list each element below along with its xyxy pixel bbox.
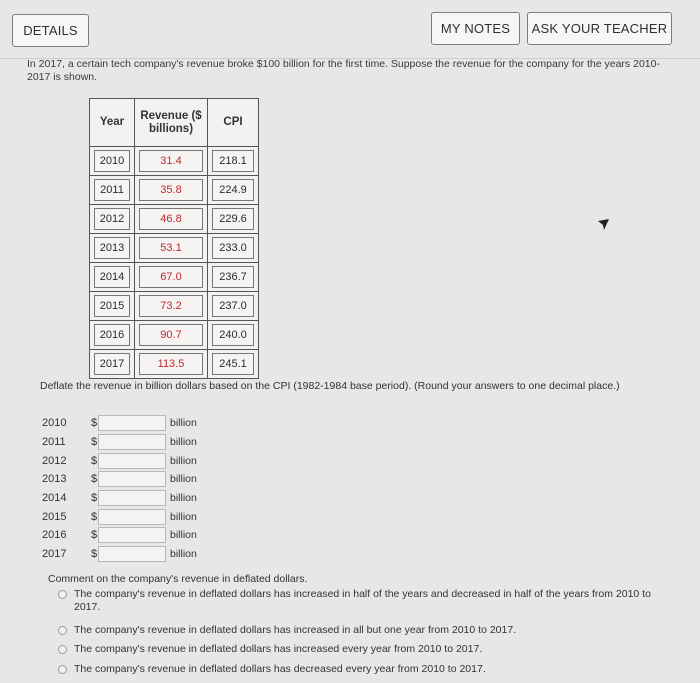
cell-year-value: 2011	[94, 179, 130, 201]
cell-cpi	[208, 292, 259, 321]
table-row	[90, 321, 259, 350]
cell-cpi-value: 233.0	[212, 237, 254, 259]
answer-input-2010[interactable]	[98, 415, 166, 431]
table-row	[90, 205, 259, 234]
cell-revenue	[135, 205, 208, 234]
option-text: The company's revenue in deflated dollars has decreased every year from 2010 to 2017.	[74, 663, 486, 675]
radio-button[interactable]	[58, 626, 67, 635]
cell-revenue-value: 53.1	[139, 237, 203, 259]
revenue-table	[89, 98, 259, 379]
cell-revenue-value: 113.5	[139, 353, 203, 375]
cell-year	[90, 205, 135, 234]
answer-year: 2017	[42, 548, 67, 560]
answer-row	[42, 471, 262, 489]
answer-input-2013[interactable]	[98, 471, 166, 487]
option-text: The company's revenue in deflated dollars has increased in all but one year from 2010 to 2017.	[74, 624, 517, 636]
unit-label: billion	[170, 529, 197, 541]
cell-year	[90, 321, 135, 350]
cell-year	[90, 234, 135, 263]
answer-row	[42, 527, 262, 545]
header-revenue: Revenue ($ billions)	[135, 99, 208, 147]
answer-input-2016[interactable]	[98, 527, 166, 543]
radio-button[interactable]	[58, 590, 67, 599]
cell-cpi	[208, 205, 259, 234]
cell-revenue	[135, 147, 208, 176]
answer-row	[42, 546, 262, 564]
my-notes-button[interactable]: MY NOTES	[431, 12, 520, 45]
table-row	[90, 176, 259, 205]
table-row	[90, 350, 259, 379]
cell-revenue-value: 90.7	[139, 324, 203, 346]
cell-revenue-value: 73.2	[139, 295, 203, 317]
cell-cpi-value: 218.1	[212, 150, 254, 172]
cell-revenue	[135, 176, 208, 205]
dollar-sign: $	[91, 436, 98, 448]
mouse-cursor-icon	[597, 218, 611, 232]
dollar-sign: $	[91, 548, 98, 560]
answer-year: 2014	[42, 492, 67, 504]
cell-year-value: 2010	[94, 150, 130, 172]
dollar-sign: $	[91, 473, 98, 485]
answer-year: 2013	[42, 473, 67, 485]
cell-year-value: 2017	[94, 353, 130, 375]
unit-label: billion	[170, 455, 197, 467]
dollar-sign: $	[91, 529, 98, 541]
comment-prompt: Comment on the company's revenue in deflated dollars.	[48, 573, 308, 585]
cell-revenue	[135, 321, 208, 350]
deflate-prompt: Deflate the revenue in billion dollars based on the CPI (1982-1984 base period). (Round your answers to one decimal place.)	[40, 380, 620, 392]
header-year: Year	[90, 99, 135, 147]
table-row	[90, 147, 259, 176]
cell-year-value: 2015	[94, 295, 130, 317]
cell-year	[90, 147, 135, 176]
answer-row	[42, 415, 262, 433]
unit-label: billion	[170, 548, 197, 560]
unit-label: billion	[170, 511, 197, 523]
answer-row	[42, 453, 262, 471]
top-bar	[0, 0, 700, 58]
cell-cpi	[208, 176, 259, 205]
unit-label: billion	[170, 417, 197, 429]
cell-cpi-value: 237.0	[212, 295, 254, 317]
dollar-sign: $	[91, 455, 98, 467]
details-button[interactable]: DETAILS	[12, 14, 89, 47]
cell-cpi	[208, 147, 259, 176]
ask-your-teacher-button[interactable]: ASK YOUR TEACHER	[527, 12, 672, 45]
cell-revenue-value: 35.8	[139, 179, 203, 201]
cell-cpi	[208, 321, 259, 350]
answer-year: 2011	[42, 436, 66, 448]
cell-revenue	[135, 350, 208, 379]
cell-revenue-value: 46.8	[139, 208, 203, 230]
answer-year: 2016	[42, 529, 67, 541]
cell-cpi-value: 236.7	[212, 266, 254, 288]
radio-button[interactable]	[58, 665, 67, 674]
dollar-sign: $	[91, 492, 98, 504]
answer-input-2014[interactable]	[98, 490, 166, 506]
cell-revenue-value: 31.4	[139, 150, 203, 172]
unit-label: billion	[170, 473, 197, 485]
cell-year-value: 2016	[94, 324, 130, 346]
answer-row	[42, 509, 262, 527]
answer-input-2012[interactable]	[98, 453, 166, 469]
cell-year-value: 2013	[94, 237, 130, 259]
option-text: The company's revenue in deflated dollars has increased in half of the years and decreased in half of the years from 2010 to 2017.	[74, 588, 651, 613]
cell-revenue	[135, 292, 208, 321]
question-intro: In 2017, a certain tech company's revenue broke $100 billion for the first time. Suppose the revenue for the company for the years 2010-2017 is shown.	[27, 58, 660, 83]
cell-revenue	[135, 234, 208, 263]
cell-cpi	[208, 234, 259, 263]
cell-cpi	[208, 350, 259, 379]
answer-input-2011[interactable]	[98, 434, 166, 450]
cell-cpi-value: 240.0	[212, 324, 254, 346]
table-row	[90, 292, 259, 321]
answer-year: 2015	[42, 511, 67, 523]
table-row	[90, 234, 259, 263]
dollar-sign: $	[91, 511, 98, 523]
unit-label: billion	[170, 492, 197, 504]
cell-year	[90, 350, 135, 379]
cell-year	[90, 176, 135, 205]
answer-row	[42, 490, 262, 508]
option-text: The company's revenue in deflated dollars has increased every year from 2010 to 2017.	[74, 643, 483, 655]
answer-input-2015[interactable]	[98, 509, 166, 525]
table-row	[90, 263, 259, 292]
cell-cpi-value: 229.6	[212, 208, 254, 230]
cell-year-value: 2012	[94, 208, 130, 230]
cell-year	[90, 263, 135, 292]
answer-input-2017[interactable]	[98, 546, 166, 562]
cell-revenue	[135, 263, 208, 292]
cell-cpi	[208, 263, 259, 292]
answer-year: 2012	[42, 455, 67, 467]
unit-label: billion	[170, 436, 197, 448]
answer-year: 2010	[42, 417, 67, 429]
answer-row	[42, 434, 262, 452]
cell-revenue-value: 67.0	[139, 266, 203, 288]
cell-year	[90, 292, 135, 321]
cell-cpi-value: 224.9	[212, 179, 254, 201]
header-cpi: CPI	[208, 99, 259, 147]
cell-cpi-value: 245.1	[212, 353, 254, 375]
cell-year-value: 2014	[94, 266, 130, 288]
radio-button[interactable]	[58, 645, 67, 654]
dollar-sign: $	[91, 417, 98, 429]
